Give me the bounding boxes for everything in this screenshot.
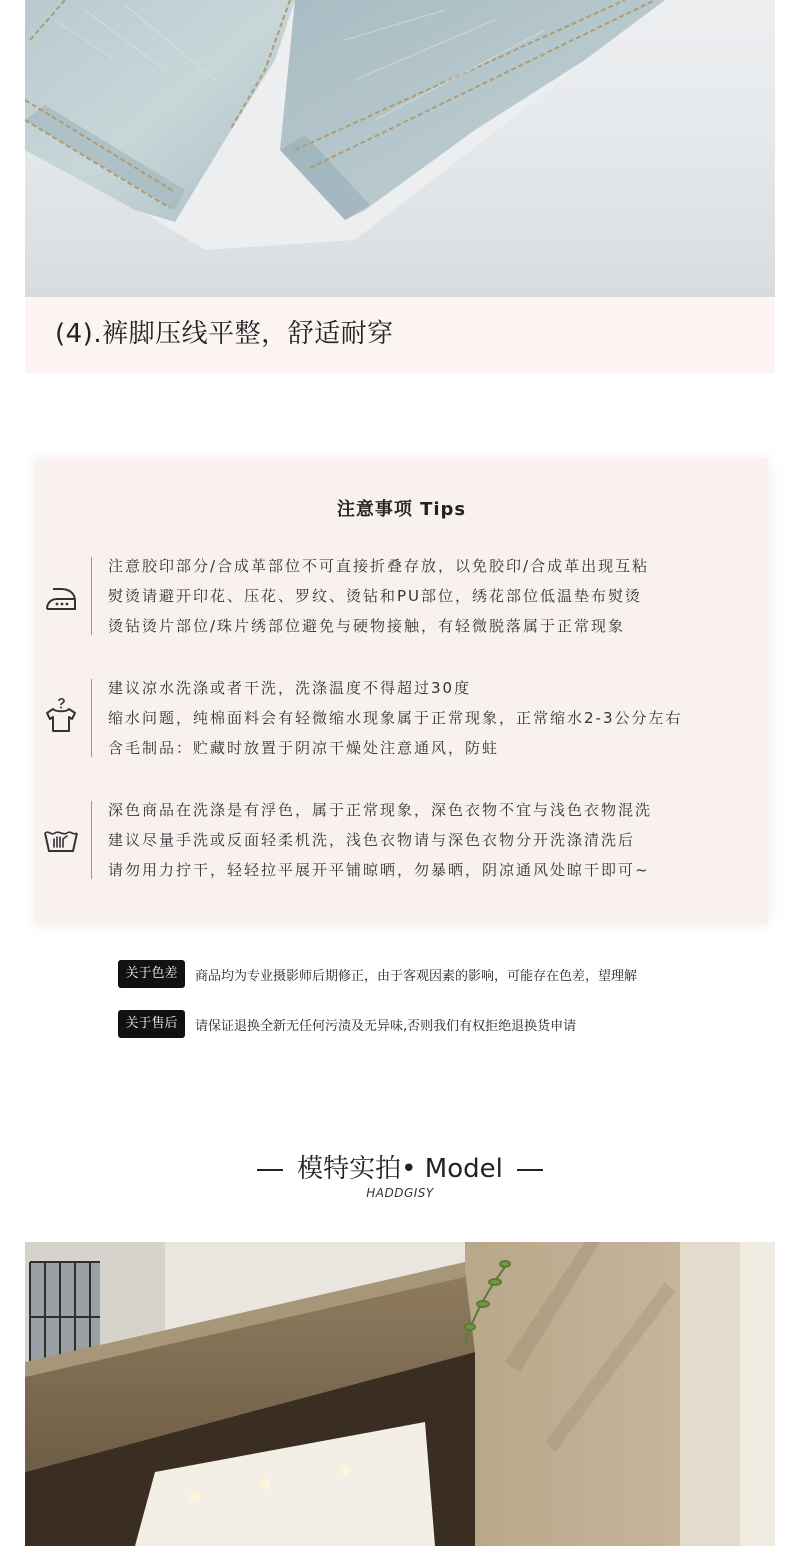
notice-text: 请保证退换全新无任何污渍及无异味,否则我们有权拒绝退换货申请	[195, 1019, 577, 1034]
divider	[91, 801, 92, 879]
heading-dash-right	[517, 1169, 543, 1171]
tips-line: 注意胶印部分/合成革部位不可直接折叠存放，以免胶印/合成革出现互粘	[108, 557, 650, 575]
model-photo	[25, 1242, 775, 1546]
model-section-heading	[0, 1148, 800, 1185]
brand-subtitle: HADDGISY	[366, 1186, 434, 1200]
tips-line: 请勿用力拧干，轻轻拉平展开平铺晾晒，勿暴晒，阴凉通风处晾干即可~	[108, 861, 650, 879]
care-tips-card	[35, 459, 768, 924]
shirt-care-icon	[41, 697, 81, 737]
denim-hem-detail-photo	[25, 0, 775, 297]
tips-line: 烫钻烫片部位/珠片绣部位避免与硬物接触，有轻微脱落属于正常现象	[108, 617, 626, 635]
tips-line: 深色商品在洗涤是有浮色，属于正常现象，深色衣物不宜与浅色衣物混洗	[108, 801, 653, 819]
tips-line: 建议尽量手洗或反面轻柔机洗，浅色衣物请与深色衣物分开洗涤清洗后	[108, 831, 636, 849]
notice-badge: 关于售后	[118, 1010, 185, 1038]
hand-wash-icon	[41, 819, 81, 859]
tips-line: 熨烫请避开印花、压花、罗纹、烫钻和PU部位，绣花部位低温垫布熨烫	[108, 587, 643, 605]
tips-line: 含毛制品：贮藏时放置于阴凉干燥处注意通风，防蛀	[108, 739, 500, 757]
model-heading-text: 模特实拍• Model	[297, 1154, 503, 1184]
divider	[91, 557, 92, 635]
iron-icon	[41, 577, 81, 617]
heading-dash-left	[257, 1169, 283, 1171]
divider	[91, 679, 92, 757]
tips-line: 建议凉水洗涤或者干洗，洗涤温度不得超过30度	[108, 679, 472, 697]
tips-line: 缩水问题，纯棉面料会有轻微缩水现象属于正常现象，正常缩水2-3公分左右	[108, 709, 683, 727]
tips-title: 注意事项 Tips	[336, 499, 467, 520]
notice-badge: 关于色差	[118, 960, 185, 988]
notice-text: 商品均为专业摄影师后期修正，由于客观因素的影响，可能存在色差，望理解	[195, 969, 638, 984]
detail-caption-bar	[25, 297, 775, 373]
detail-caption: (4).裤脚压线平整，舒适耐穿	[55, 319, 394, 349]
